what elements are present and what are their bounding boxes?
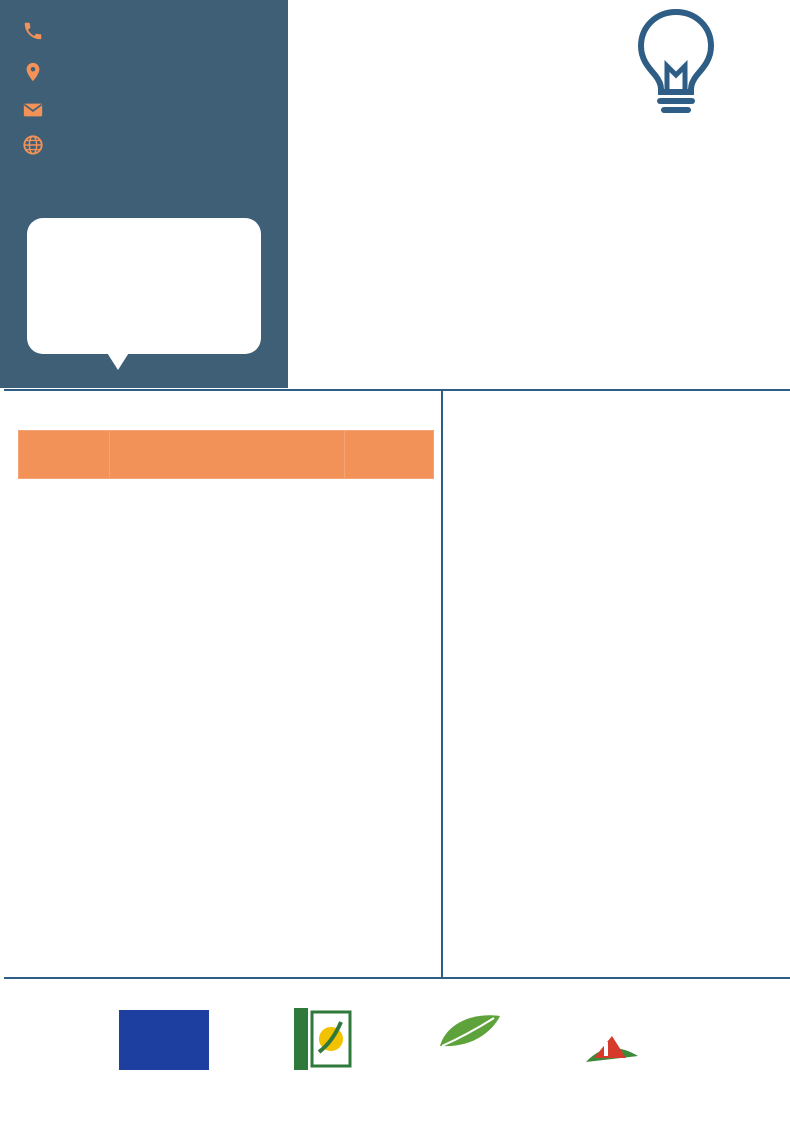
- schedule-header-row: [19, 431, 434, 479]
- schedule-table: [18, 430, 434, 479]
- people-icons: [448, 734, 628, 786]
- eu-flag-logo: [119, 1010, 209, 1070]
- divider-bottom: [4, 977, 790, 979]
- contact-website: [22, 134, 282, 158]
- header-title-area: [288, 0, 790, 388]
- prow-logo: [578, 1012, 678, 1070]
- speech-bubble-tail: [104, 348, 132, 370]
- contact-phone: [22, 20, 282, 44]
- globe-icon: [22, 134, 44, 156]
- leader-logo: [294, 1008, 354, 1070]
- header-place: [110, 431, 345, 479]
- light-bulb-icon: [633, 6, 719, 116]
- contact-address: [22, 61, 282, 85]
- header-date: [345, 431, 434, 479]
- contact-email: [22, 99, 282, 123]
- contact-panel: [0, 0, 288, 388]
- envelope-icon: [22, 99, 44, 121]
- header-gmina: [19, 431, 110, 479]
- lgd-logo: [432, 1010, 504, 1072]
- phone-icon: [22, 20, 44, 42]
- location-pin-icon: [22, 61, 44, 83]
- triangle-pattern-side: [443, 391, 790, 977]
- speech-bubble: [27, 218, 261, 354]
